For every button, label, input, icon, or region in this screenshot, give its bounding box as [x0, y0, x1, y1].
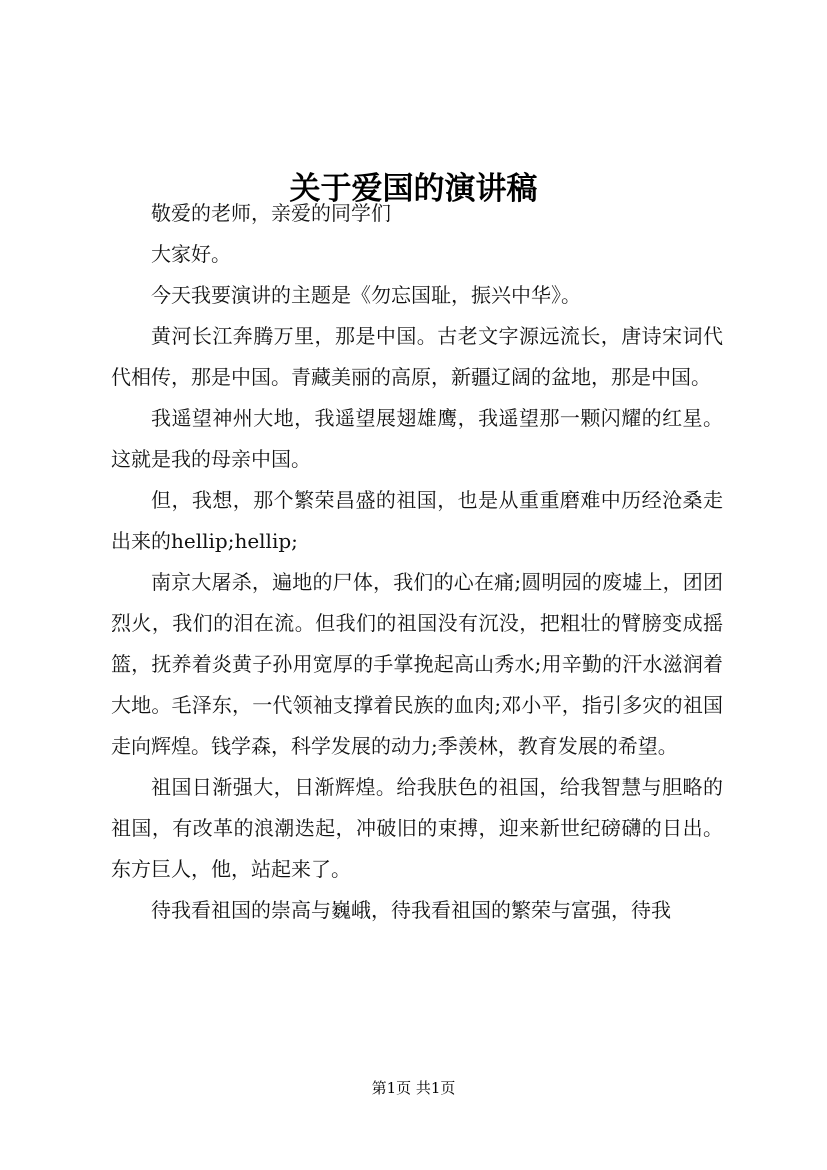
paragraph-closing: 待我看祖国的崇高与巍峨，待我看祖国的繁荣与富强，待我 [151, 898, 671, 922]
document-title: 关于爱国的演讲稿 [289, 170, 538, 207]
paragraph-hello: 大家好。 [151, 242, 231, 266]
paragraph-gaze: 我遥望神州大地，我遥望展翅雄鹰，我遥望那一颗闪耀的红星。这就是我的母亲中国。 [111, 406, 723, 471]
paragraph-topic: 今天我要演讲的主题是《勿忘国耻，振兴中华》。 [151, 283, 581, 307]
paragraph-rise: 祖国日渐强大，日渐辉煌。给我肤色的祖国，给我智慧与胆略的祖国，有改革的浪潮迭起，冲破旧的束搏，迎来新世纪磅礴的日出。东方巨人，他，站起来了。 [111, 775, 723, 881]
page-footer: 第1页 共1页 [371, 1079, 456, 1097]
document-body [111, 193, 723, 931]
paragraph-greeting: 敬爱的老师，亲爱的同学们 [151, 201, 391, 225]
paragraph-history: 南京大屠杀，遍地的尸体，我们的心在痛;圆明园的废墟上，团团烈火，我们的泪在流。但我们的祖国没有沉没，把粗壮的臂膀变成摇篮，抚养着炎黄子孙用宽厚的手掌挽起高山秀水;用辛勤的汗水滋润着大地。毛泽东，一代领袖支撑着民族的血肉;邓小平，指引多灾的祖国走向辉煌。钱学森，科学发展的动力;季羡林，教育发展的希望。 [111, 570, 723, 758]
paragraph-hardship: 但，我想，那个繁荣昌盛的祖国，也是从重重磨难中历经沧桑走出来的hellip;hellip; [111, 488, 723, 553]
paragraph-china: 黄河长江奔腾万里，那是中国。古老文字源远流长，唐诗宋词代代相传，那是中国。青藏美丽的高原，新疆辽阔的盆地，那是中国。 [111, 324, 723, 389]
